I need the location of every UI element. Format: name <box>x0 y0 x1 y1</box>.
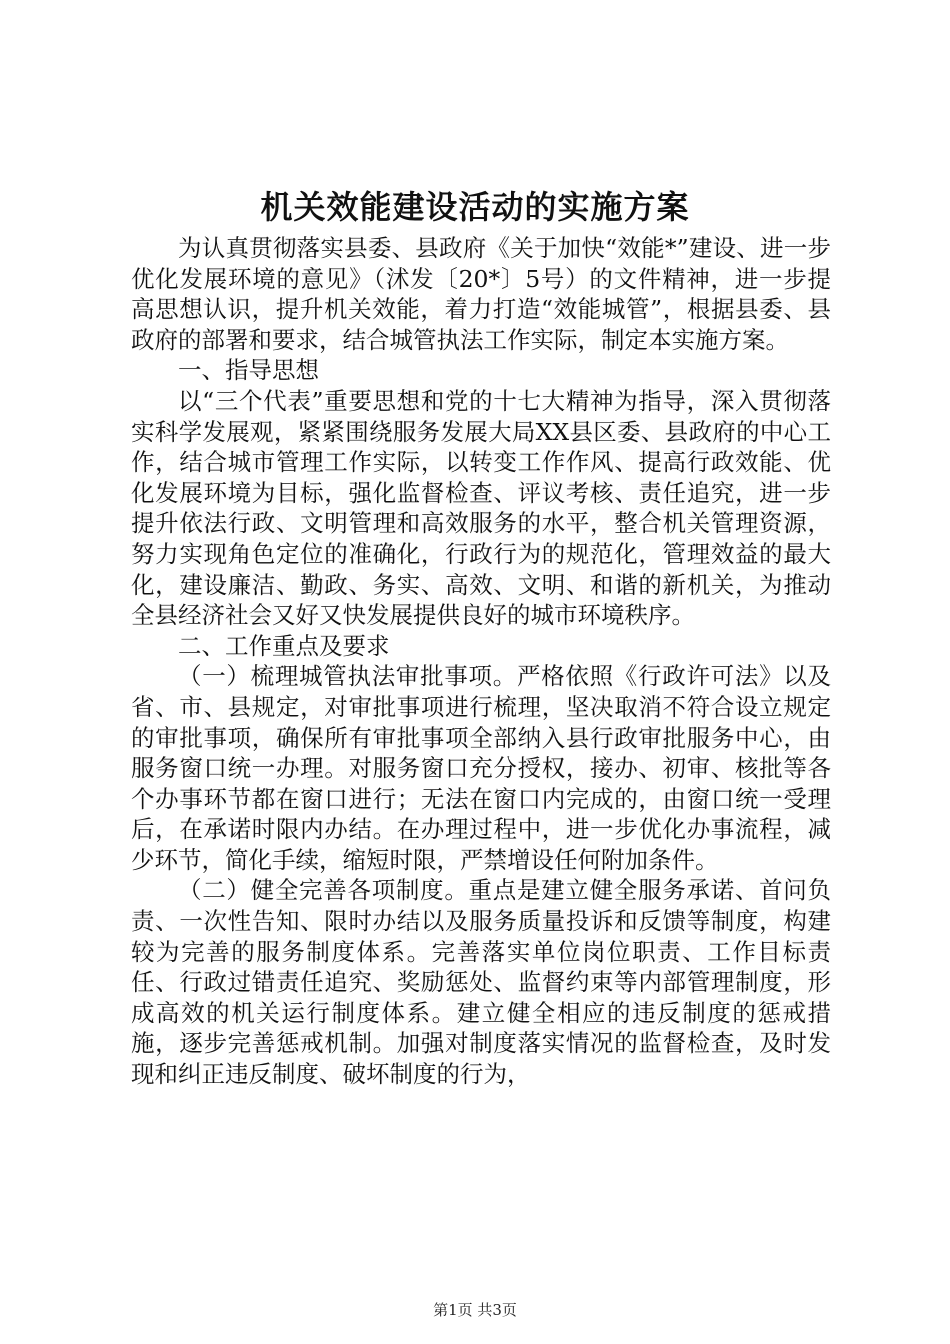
document-body <box>131 233 831 1090</box>
section-heading-work-focus: 二、工作重点及要求 <box>178 631 390 660</box>
document-title: 机关效能建设活动的实施方案 <box>260 188 690 226</box>
intro-paragraph: 为认真贯彻落实县委、县政府《关于加快“效能*”建设、进一步优化发展环境的意见》（沭发〔20*〕5号）的文件精神，进一步提高思想认识，提升机关效能，着力打造“效能城管”，根据县委、县政府的部署和要求，结合城管执法工作实际，制定本实施方案。 <box>131 234 831 354</box>
page-footer: 第1页 共3页 <box>433 1301 517 1319</box>
guiding-ideology-paragraph: 以“三个代表”重要思想和党的十七大精神为指导，深入贯彻落实科学发展观，紧紧围绕服务发展大局XX县区委、县政府的中心工作，结合城市管理工作实际，以转变工作作风、提高行政效能、优化发展环境为目标，强化监督检查、评议考核、责任追究，进一步提升依法行政、文明管理和高效服务的水平，整合机关管理资源，努力实现角色定位的准确化，行政行为的规范化，管理效益的最大化，建设廉洁、勤政、务实、高效、文明、和谐的新机关，为推动全县经济社会又好又快发展提供良好的城市环境秩序。 <box>131 386 831 630</box>
work-item-2-paragraph: （二）健全完善各项制度。重点是建立健全服务承诺、首问负责、一次性告知、限时办结以及服务质量投诉和反馈等制度，构建较为完善的服务制度体系。完善落实单位岗位职责、工作目标责任、行政过错责任追究、奖励惩处、监督约束等内部管理制度，形成高效的机关运行制度体系。建立健全相应的违反制度的惩戒措施，逐步完善惩戒机制。加强对制度落实情况的监督检查，及时发现和纠正违反制度、破坏制度的行为， <box>131 876 831 1089</box>
work-item-1-paragraph: （一）梳理城管执法审批事项。严格依照《行政许可法》以及省、市、县规定，对审批事项进行梳理，坚决取消不符合设立规定的审批事项，确保所有审批事项全部纳入县行政审批服务中心，由服务窗口统一办理。对服务窗口充分授权，接办、初审、核批等各个办事环节都在窗口进行；无法在窗口内完成的，由窗口统一受理后，在承诺时限内办结。在办理过程中，进一步优化办事流程，减少环节，简化手续，缩短时限，严禁增设任何附加条件。 <box>131 662 831 874</box>
section-heading-guiding-ideology: 一、指导思想 <box>178 356 319 385</box>
